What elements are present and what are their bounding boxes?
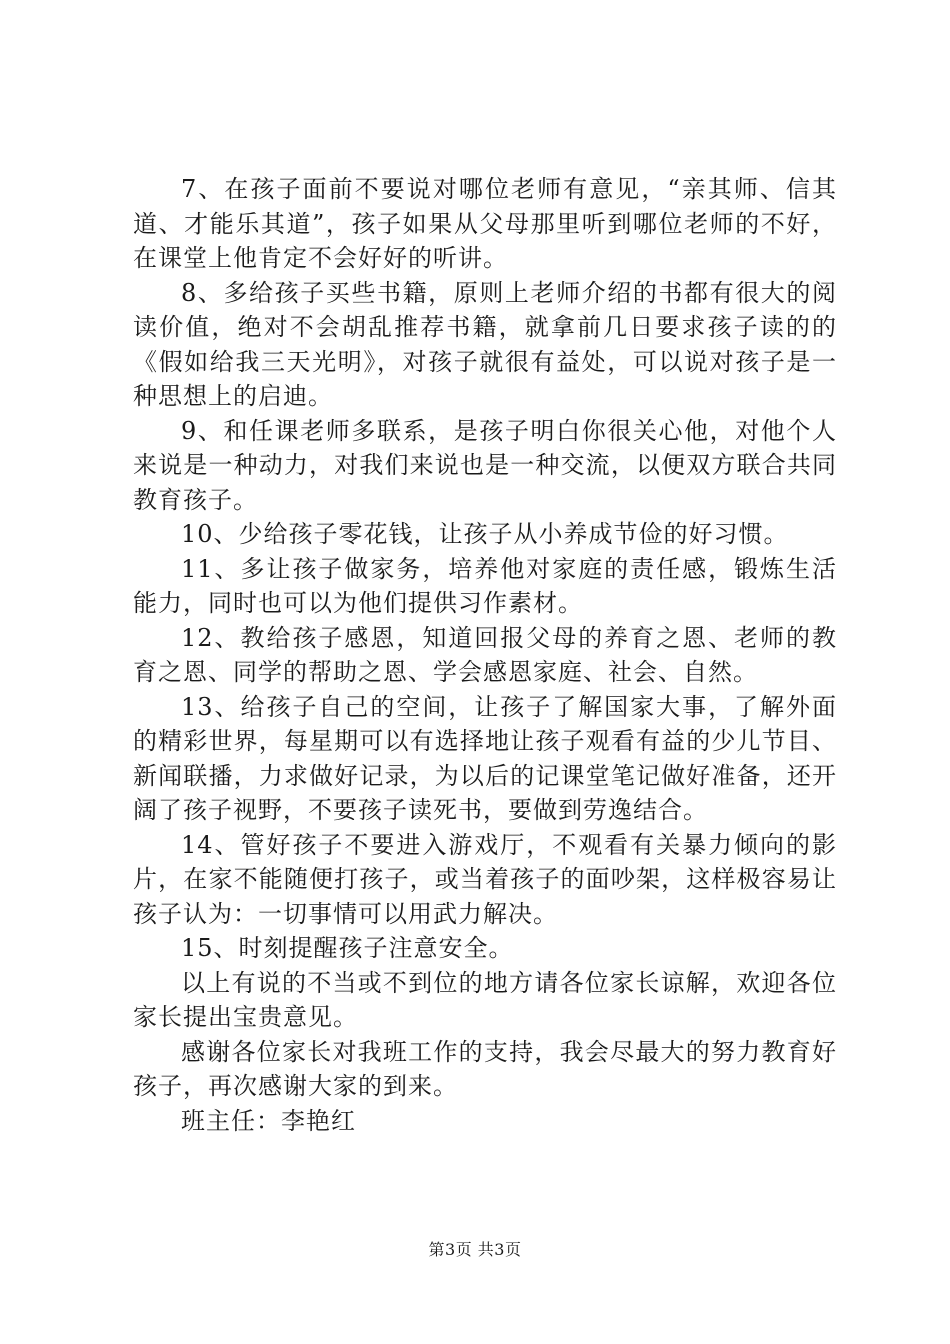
document-body	[133, 172, 837, 1138]
paragraph-item-11: 11、多让孩子做家务，培养他对家庭的责任感，锻炼生活能力，同时也可以为他们提供习作素材。	[133, 554, 837, 617]
paragraph-item-9: 9、和任课老师多联系，是孩子明白你很关心他，对他个人来说是一种动力，对我们来说也是一种交流，以便双方联合共同教育孩子。	[133, 416, 837, 514]
signature-line: 班主任：李艳红	[181, 1106, 356, 1135]
paragraph-item-15: 15、时刻提醒孩子注意安全。	[181, 934, 514, 962]
paragraph-item-7: 7、在孩子面前不要说对哪位老师有意见，“亲其师、信其道、才能乐其道”，孩子如果从父母那里听到哪位老师的不好，在课堂上他肯定不会好好的听讲。	[133, 175, 837, 272]
paragraph-item-8: 8、多给孩子买些书籍，原则上老师介绍的书都有很大的阅读价值，绝对不会胡乱推荐书籍，就拿前几日要求孩子读的的《假如给我三天光明》，对孩子就很有益处，可以说对孩子是一种思想上的启迪。	[133, 278, 837, 410]
page-number-footer: 第3页 共3页	[428, 1240, 522, 1259]
paragraph-item-10: 10、少给孩子零花钱，让孩子从小养成节俭的好习惯。	[181, 520, 789, 548]
thanks-paragraph: 感谢各位家长对我班工作的支持，我会尽最大的努力教育好孩子，再次感谢大家的到来。	[133, 1037, 837, 1100]
paragraph-item-13: 13、给孩子自己的空间，让孩子了解国家大事，了解外面的精彩世界，每星期可以有选择地让孩子观看有益的少儿节目、新闻联播，力求做好记录，为以后的记课堂笔记做好准备，还开阔了孩子视野，不要孩子读死书，要做到劳逸结合。	[133, 692, 837, 824]
paragraph-item-14: 14、管好孩子不要进入游戏厅，不观看有关暴力倾向的影片，在家不能随便打孩子，或当着孩子的面吵架，这样极容易让孩子认为：一切事情可以用武力解决。	[133, 830, 837, 928]
paragraph-item-12: 12、教给孩子感恩，知道回报父母的养育之恩、老师的教育之恩、同学的帮助之恩、学会感恩家庭、社会、自然。	[133, 623, 837, 686]
apology-paragraph: 以上有说的不当或不到位的地方请各位家长谅解，欢迎各位家长提出宝贵意见。	[133, 968, 837, 1031]
